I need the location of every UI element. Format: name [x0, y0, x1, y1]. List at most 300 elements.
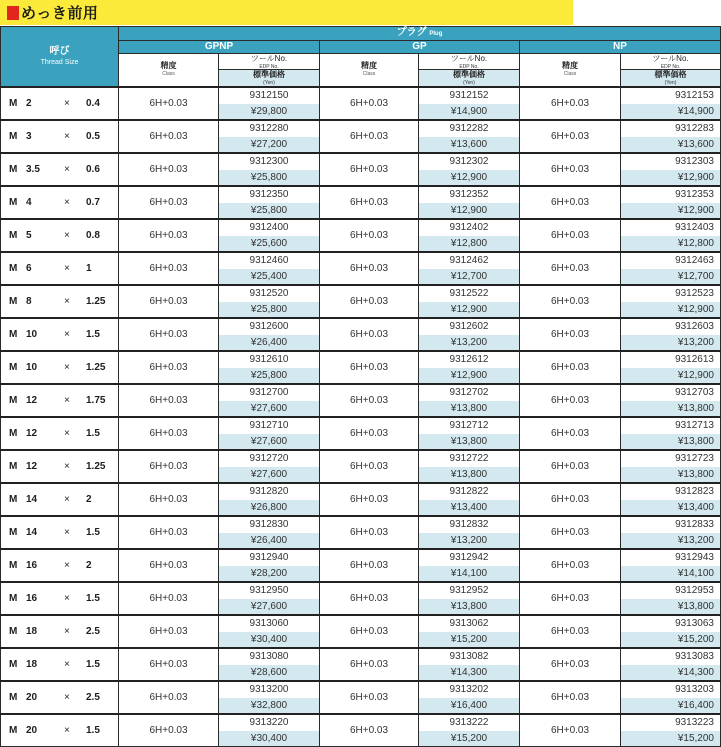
- class-cell-np: 6H+0.03: [520, 450, 621, 483]
- tool-cell-np: [621, 582, 721, 615]
- class-cell-gpnp: 6H+0.03: [119, 483, 219, 516]
- tool-cell-np: [621, 186, 721, 219]
- class-cell-np: 6H+0.03: [520, 186, 621, 219]
- price-value: ¥27,600: [219, 467, 319, 482]
- times-sign: ×: [64, 164, 70, 175]
- thread-pitch: 2: [86, 494, 92, 505]
- price-value: ¥13,600: [419, 137, 519, 152]
- class-label-en: Class: [563, 71, 577, 77]
- plug-header: [119, 27, 721, 41]
- edp-number: 9312153: [621, 88, 720, 104]
- thread-pitch: 1.25: [86, 296, 106, 307]
- times-sign: ×: [64, 626, 70, 637]
- thread-prefix: M: [9, 98, 18, 109]
- group-header-gp: GP: [320, 41, 520, 54]
- edp-number: 9312943: [621, 550, 720, 566]
- edp-number: 9313222: [419, 715, 519, 731]
- tool-cell-np: [621, 153, 721, 186]
- tool-cell-gpnp: [219, 483, 320, 516]
- price-value: ¥27,600: [219, 401, 319, 416]
- tool-cell-gp: [419, 252, 520, 285]
- price-value: ¥12,900: [621, 302, 720, 317]
- class-cell-np: 6H+0.03: [520, 549, 621, 582]
- thread-size-cell: [1, 582, 119, 615]
- tool-cell-np: [621, 318, 721, 351]
- times-sign: ×: [64, 560, 70, 571]
- thread-pitch: 2.5: [86, 692, 100, 703]
- price-value: ¥25,800: [219, 368, 319, 383]
- class-header-gpnp: [119, 54, 219, 88]
- class-cell-gp: 6H+0.03: [320, 582, 419, 615]
- class-label-jp: 精度: [562, 61, 578, 70]
- table-row: [1, 615, 721, 648]
- price-value: ¥25,800: [219, 203, 319, 218]
- price-value: ¥25,600: [219, 236, 319, 251]
- class-cell-np: 6H+0.03: [520, 285, 621, 318]
- tool-header-np: [621, 54, 721, 88]
- edp-number: 9313202: [419, 682, 519, 698]
- edp-number: 9312280: [219, 121, 319, 137]
- tool-cell-np: [621, 285, 721, 318]
- price-value: ¥26,800: [219, 500, 319, 515]
- price-value: ¥12,900: [621, 170, 720, 185]
- thread-pitch: 1.25: [86, 362, 106, 373]
- times-sign: ×: [64, 527, 70, 538]
- price-value: ¥13,800: [419, 599, 519, 614]
- price-value: ¥29,800: [219, 104, 319, 119]
- tool-no-header: [419, 54, 519, 70]
- class-cell-gp: 6H+0.03: [320, 318, 419, 351]
- price-value: ¥13,800: [621, 467, 720, 482]
- price-label-jp: 標準価格: [453, 70, 485, 79]
- times-sign: ×: [64, 296, 70, 307]
- edp-number: 9312820: [219, 484, 319, 500]
- price-header: [621, 70, 720, 86]
- table-row: [1, 714, 721, 747]
- edp-number: 9312940: [219, 550, 319, 566]
- class-cell-np: 6H+0.03: [520, 615, 621, 648]
- tool-cell-gp: [419, 681, 520, 714]
- class-label-en: Class: [362, 71, 376, 77]
- edp-number: 9313203: [621, 682, 720, 698]
- class-cell-gpnp: 6H+0.03: [119, 153, 219, 186]
- plug-label-jp: プラグ: [396, 27, 427, 38]
- edp-number: 9312712: [419, 418, 519, 434]
- price-value: ¥12,800: [419, 236, 519, 251]
- edp-number: 9312462: [419, 253, 519, 269]
- edp-number: 9312350: [219, 187, 319, 203]
- price-value: ¥13,400: [621, 500, 720, 515]
- thread-size-cell: [1, 285, 119, 318]
- tool-no-label-jp: ツールNo.: [652, 54, 689, 63]
- tool-cell-gp: [419, 384, 520, 417]
- tool-cell-np: [621, 120, 721, 153]
- price-header: [219, 70, 319, 86]
- edp-number: 9313082: [419, 649, 519, 665]
- edp-number: 9312722: [419, 451, 519, 467]
- thread-diameter: 18: [26, 626, 38, 637]
- price-value: ¥12,800: [621, 236, 720, 251]
- thread-diameter: 10: [26, 329, 38, 340]
- thread-diameter: 14: [26, 527, 38, 538]
- thread-diameter: 3.5: [26, 164, 40, 175]
- price-value: ¥13,400: [419, 500, 519, 515]
- table-row: [1, 252, 721, 285]
- tool-cell-gp: [419, 450, 520, 483]
- edp-number: 9313080: [219, 649, 319, 665]
- thread-prefix: M: [9, 593, 18, 604]
- edp-number: 9313062: [419, 616, 519, 632]
- tool-cell-np: [621, 252, 721, 285]
- spec-table: [0, 26, 721, 747]
- price-value: ¥26,400: [219, 533, 319, 548]
- thread-pitch: 1: [86, 263, 92, 274]
- class-cell-gpnp: 6H+0.03: [119, 582, 219, 615]
- edp-number: 9312950: [219, 583, 319, 599]
- section-banner: [0, 0, 573, 25]
- price-value: ¥30,400: [219, 731, 319, 746]
- class-cell-gp: 6H+0.03: [320, 120, 419, 153]
- price-value: ¥13,800: [419, 401, 519, 416]
- price-value: ¥30,400: [219, 632, 319, 647]
- price-value: ¥27,200: [219, 137, 319, 152]
- price-value: ¥16,400: [419, 698, 519, 713]
- tool-cell-gp: [419, 483, 520, 516]
- tool-cell-np: [621, 549, 721, 582]
- thread-diameter: 2: [26, 98, 32, 109]
- edp-number: 9312832: [419, 517, 519, 533]
- table-row: [1, 582, 721, 615]
- table-row: [1, 153, 721, 186]
- thread-pitch: 2.5: [86, 626, 100, 637]
- thread-prefix: M: [9, 230, 18, 241]
- class-cell-np: 6H+0.03: [520, 252, 621, 285]
- tool-cell-gpnp: [219, 714, 320, 747]
- price-value: ¥13,600: [621, 137, 720, 152]
- price-value: ¥14,100: [419, 566, 519, 581]
- class-cell-gp: 6H+0.03: [320, 516, 419, 549]
- thread-prefix: M: [9, 296, 18, 307]
- table-row: [1, 681, 721, 714]
- thread-diameter: 16: [26, 560, 38, 571]
- table-row: [1, 417, 721, 450]
- class-cell-np: 6H+0.03: [520, 483, 621, 516]
- price-value: ¥13,200: [419, 335, 519, 350]
- class-cell-gpnp: 6H+0.03: [119, 615, 219, 648]
- tool-no-label-en: EDP No.: [660, 64, 681, 70]
- edp-number: 9312600: [219, 319, 319, 335]
- thread-size-cell: [1, 516, 119, 549]
- edp-number: 9312702: [419, 385, 519, 401]
- table-row: [1, 87, 721, 120]
- class-cell-gpnp: 6H+0.03: [119, 87, 219, 120]
- class-cell-np: 6H+0.03: [520, 714, 621, 747]
- edp-number: 9312703: [621, 385, 720, 401]
- price-value: ¥12,900: [621, 368, 720, 383]
- price-value: ¥13,800: [419, 434, 519, 449]
- class-cell-gpnp: 6H+0.03: [119, 351, 219, 384]
- tool-cell-gpnp: [219, 516, 320, 549]
- tool-cell-np: [621, 219, 721, 252]
- edp-number: 9313060: [219, 616, 319, 632]
- class-cell-np: 6H+0.03: [520, 153, 621, 186]
- thread-size-cell: [1, 483, 119, 516]
- edp-number: 9313063: [621, 616, 720, 632]
- tool-cell-gp: [419, 120, 520, 153]
- tool-cell-gpnp: [219, 186, 320, 219]
- price-value: ¥16,400: [621, 698, 720, 713]
- thread-pitch: 0.5: [86, 131, 100, 142]
- thread-pitch: 1.75: [86, 395, 106, 406]
- thread-prefix: M: [9, 494, 18, 505]
- price-value: ¥12,900: [621, 203, 720, 218]
- tool-cell-gpnp: [219, 384, 320, 417]
- price-label-jp: 標準価格: [654, 70, 687, 79]
- tool-cell-gpnp: [219, 120, 320, 153]
- thread-size-cell: [1, 219, 119, 252]
- edp-number: 9312152: [419, 88, 519, 104]
- class-cell-gpnp: 6H+0.03: [119, 120, 219, 153]
- table-row: [1, 120, 721, 153]
- edp-number: 9312833: [621, 517, 720, 533]
- thread-prefix: M: [9, 395, 18, 406]
- class-cell-gpnp: 6H+0.03: [119, 285, 219, 318]
- times-sign: ×: [64, 428, 70, 439]
- times-sign: ×: [64, 692, 70, 703]
- tool-cell-gp: [419, 87, 520, 120]
- price-value: ¥13,800: [621, 401, 720, 416]
- edp-number: 9312523: [621, 286, 720, 302]
- thread-prefix: M: [9, 428, 18, 439]
- thread-diameter: 10: [26, 362, 38, 373]
- thread-prefix: M: [9, 131, 18, 142]
- table-row: [1, 483, 721, 516]
- class-cell-gpnp: 6H+0.03: [119, 516, 219, 549]
- class-cell-gpnp: 6H+0.03: [119, 714, 219, 747]
- thread-diameter: 5: [26, 230, 32, 241]
- class-cell-gp: 6H+0.03: [320, 219, 419, 252]
- class-cell-gp: 6H+0.03: [320, 384, 419, 417]
- thread-size-cell: [1, 87, 119, 120]
- thread-prefix: M: [9, 362, 18, 373]
- price-value: ¥14,300: [621, 665, 720, 680]
- times-sign: ×: [64, 494, 70, 505]
- tool-cell-gp: [419, 516, 520, 549]
- thread-pitch: 1.5: [86, 428, 100, 439]
- edp-number: 9312460: [219, 253, 319, 269]
- plug-label-en: Plug: [429, 31, 443, 37]
- tool-cell-np: [621, 450, 721, 483]
- tool-cell-gpnp: [219, 252, 320, 285]
- class-cell-gp: 6H+0.03: [320, 252, 419, 285]
- tool-cell-gpnp: [219, 417, 320, 450]
- class-header-gp: [320, 54, 419, 88]
- class-cell-np: 6H+0.03: [520, 681, 621, 714]
- price-label-en: (Yen): [263, 80, 275, 86]
- price-value: ¥15,200: [621, 731, 720, 746]
- thread-prefix: M: [9, 692, 18, 703]
- times-sign: ×: [64, 131, 70, 142]
- edp-number: 9312303: [621, 154, 720, 170]
- group-header-np: NP: [520, 41, 721, 54]
- edp-number: 9313083: [621, 649, 720, 665]
- class-cell-gpnp: 6H+0.03: [119, 252, 219, 285]
- class-cell-gpnp: 6H+0.03: [119, 681, 219, 714]
- price-value: ¥12,900: [419, 170, 519, 185]
- tool-no-label-en: EDP No.: [459, 64, 479, 70]
- tool-cell-gpnp: [219, 582, 320, 615]
- edp-number: 9312823: [621, 484, 720, 500]
- edp-number: 9312953: [621, 583, 720, 599]
- price-value: ¥28,600: [219, 665, 319, 680]
- tool-cell-np: [621, 648, 721, 681]
- price-value: ¥13,800: [419, 467, 519, 482]
- table-row: [1, 351, 721, 384]
- class-cell-gp: 6H+0.03: [320, 285, 419, 318]
- price-value: ¥14,100: [621, 566, 720, 581]
- table-row: [1, 318, 721, 351]
- class-cell-gpnp: 6H+0.03: [119, 384, 219, 417]
- tool-cell-gp: [419, 582, 520, 615]
- times-sign: ×: [64, 263, 70, 274]
- tool-cell-np: [621, 714, 721, 747]
- thread-pitch: 2: [86, 560, 92, 571]
- price-value: ¥12,900: [419, 368, 519, 383]
- class-cell-gp: 6H+0.03: [320, 714, 419, 747]
- tool-cell-gp: [419, 648, 520, 681]
- thread-prefix: M: [9, 626, 18, 637]
- price-value: ¥15,200: [621, 632, 720, 647]
- thread-pitch: 1.25: [86, 461, 106, 472]
- table-row: [1, 450, 721, 483]
- edp-number: 9312403: [621, 220, 720, 236]
- thread-size-cell: [1, 384, 119, 417]
- class-cell-np: 6H+0.03: [520, 351, 621, 384]
- edp-number: 9313220: [219, 715, 319, 731]
- thread-size-cell: [1, 615, 119, 648]
- class-cell-gpnp: 6H+0.03: [119, 219, 219, 252]
- thread-diameter: 16: [26, 593, 38, 604]
- times-sign: ×: [64, 725, 70, 736]
- tool-cell-gp: [419, 318, 520, 351]
- edp-number: 9312610: [219, 352, 319, 368]
- thread-size-cell: [1, 252, 119, 285]
- times-sign: ×: [64, 461, 70, 472]
- tool-cell-gp: [419, 219, 520, 252]
- price-value: ¥13,200: [621, 335, 720, 350]
- class-cell-gpnp: 6H+0.03: [119, 648, 219, 681]
- edp-number: 9312603: [621, 319, 720, 335]
- thread-pitch: 1.5: [86, 725, 100, 736]
- thread-prefix: M: [9, 329, 18, 340]
- edp-number: 9312522: [419, 286, 519, 302]
- price-value: ¥13,200: [419, 533, 519, 548]
- class-cell-np: 6H+0.03: [520, 582, 621, 615]
- class-label-jp: 精度: [361, 61, 377, 70]
- class-cell-np: 6H+0.03: [520, 516, 621, 549]
- edp-number: 9312400: [219, 220, 319, 236]
- tool-no-label-en: EDP No.: [259, 64, 279, 70]
- price-value: ¥25,400: [219, 269, 319, 284]
- table-row: [1, 285, 721, 318]
- tool-cell-np: [621, 351, 721, 384]
- edp-number: 9312402: [419, 220, 519, 236]
- thread-diameter: 14: [26, 494, 38, 505]
- price-value: ¥14,900: [621, 104, 720, 119]
- class-cell-gp: 6H+0.03: [320, 186, 419, 219]
- class-cell-np: 6H+0.03: [520, 318, 621, 351]
- class-cell-gp: 6H+0.03: [320, 549, 419, 582]
- tool-cell-np: [621, 681, 721, 714]
- class-cell-gp: 6H+0.03: [320, 450, 419, 483]
- edp-number: 9312700: [219, 385, 319, 401]
- class-cell-gp: 6H+0.03: [320, 615, 419, 648]
- tool-cell-gpnp: [219, 318, 320, 351]
- thread-diameter: 6: [26, 263, 32, 274]
- price-value: ¥15,200: [419, 632, 519, 647]
- thread-pitch: 1.5: [86, 593, 100, 604]
- price-value: ¥13,200: [621, 533, 720, 548]
- edp-number: 9312723: [621, 451, 720, 467]
- class-label-en: Class: [162, 71, 175, 77]
- thread-size-cell: [1, 648, 119, 681]
- tool-cell-gp: [419, 714, 520, 747]
- edp-number: 9312952: [419, 583, 519, 599]
- tool-cell-gpnp: [219, 615, 320, 648]
- thread-pitch: 1.5: [86, 527, 100, 538]
- edp-number: 9312713: [621, 418, 720, 434]
- tool-cell-gpnp: [219, 450, 320, 483]
- class-cell-gp: 6H+0.03: [320, 483, 419, 516]
- class-cell-np: 6H+0.03: [520, 87, 621, 120]
- edp-number: 9312822: [419, 484, 519, 500]
- tool-cell-gp: [419, 549, 520, 582]
- times-sign: ×: [64, 362, 70, 373]
- tool-cell-gpnp: [219, 648, 320, 681]
- thread-size-cell: [1, 120, 119, 153]
- thread-size-cell: [1, 714, 119, 747]
- edp-number: 9312282: [419, 121, 519, 137]
- thread-size-cell: [1, 153, 119, 186]
- thread-size-cell: [1, 351, 119, 384]
- class-cell-gpnp: 6H+0.03: [119, 549, 219, 582]
- thread-size-cell: [1, 186, 119, 219]
- class-cell-gpnp: 6H+0.03: [119, 417, 219, 450]
- times-sign: ×: [64, 395, 70, 406]
- table-row: [1, 186, 721, 219]
- table-row: [1, 219, 721, 252]
- edp-number: 9312353: [621, 187, 720, 203]
- edp-number: 9312720: [219, 451, 319, 467]
- tool-cell-np: [621, 483, 721, 516]
- thread-prefix: M: [9, 560, 18, 571]
- thread-prefix: M: [9, 527, 18, 538]
- table-row: [1, 648, 721, 681]
- price-label-en: (Yen): [463, 80, 475, 86]
- thread-diameter: 12: [26, 428, 38, 439]
- tool-cell-gpnp: [219, 219, 320, 252]
- class-label-jp: 精度: [160, 61, 177, 70]
- table-row: [1, 384, 721, 417]
- class-cell-gp: 6H+0.03: [320, 351, 419, 384]
- edp-number: 9313223: [621, 715, 720, 731]
- price-value: ¥32,800: [219, 698, 319, 713]
- edp-number: 9312613: [621, 352, 720, 368]
- price-value: ¥27,600: [219, 599, 319, 614]
- class-cell-np: 6H+0.03: [520, 417, 621, 450]
- thread-pitch: 1.5: [86, 329, 100, 340]
- edp-number: 9312300: [219, 154, 319, 170]
